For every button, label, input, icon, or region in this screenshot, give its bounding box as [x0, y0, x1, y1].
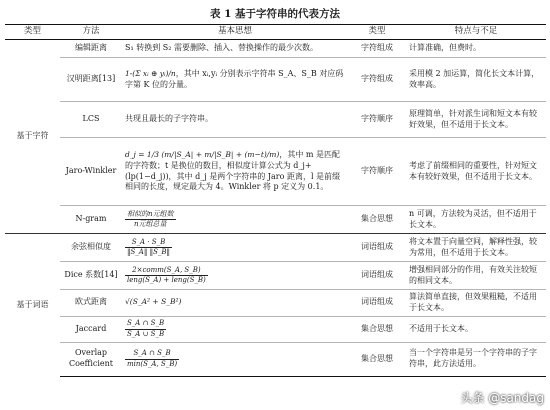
- table-row: [5, 290, 546, 317]
- idea-cell: [122, 342, 348, 376]
- methods-table: [5, 24, 546, 377]
- method-cell: Jaro-Winkler: [60, 138, 122, 206]
- idea-cell: [122, 316, 348, 342]
- fraction-denominator: ‖S_A‖ ‖S_B‖: [127, 248, 171, 256]
- type-cell: 集合思想: [348, 206, 406, 234]
- idea-text: ，其中 m 是匹配的字符数；t 是换位的数目，相似度计算公式为 d_j+(lp(1−d_j))，其中 d_j 是两个字符串的 Jaro 距离，l 是前缀相同的长度，规定最大为 4。Winkler 将 p 定义为 0.1。: [125, 149, 341, 192]
- idea-text: ，其中 xᵢ,yᵢ 分别表示字符串 S_A、S_B 对应码字第 K 位的分量。: [125, 68, 344, 89]
- idea-cell: [122, 234, 348, 262]
- fraction: [125, 210, 176, 230]
- header-method: 方法: [60, 25, 122, 40]
- fraction: [125, 238, 172, 258]
- method-cell: LCS: [60, 102, 122, 138]
- idea-cell: S₁ 转换到 S₂ 需要删除、插入、替换操作的最少次数。: [125, 43, 319, 53]
- fraction-numerator: S_A · S_B: [125, 238, 172, 248]
- table-row: [5, 316, 546, 342]
- watermark: 头条 @sandag: [460, 391, 544, 405]
- fraction: [125, 266, 208, 286]
- type-cell: 字符组成: [361, 43, 393, 53]
- fraction-denominator: min(S_A, S_B): [127, 359, 178, 368]
- feature-cell: 当一个字符串是另一个字符串的子字符串，此方法适用。: [406, 342, 546, 376]
- fraction: [125, 349, 179, 369]
- feature-cell: n 可调，方法较为灵活，但不适用于长文本。: [406, 206, 546, 234]
- method-cell: Jaccard: [60, 316, 122, 342]
- table-header-row: [5, 25, 546, 40]
- type-cell: 字符顺序: [348, 102, 406, 138]
- method-cell: 汉明距离[13]: [60, 58, 122, 102]
- type-cell: 字符顺序: [348, 138, 406, 206]
- table-row: [5, 342, 546, 376]
- table-row: [5, 262, 546, 290]
- idea-cell: [122, 58, 348, 102]
- table-caption: 表 1 基于字符串的代表方法: [209, 8, 341, 20]
- idea-cell: 共现且最长的子字符串。: [122, 102, 348, 138]
- idea-cell: [122, 206, 348, 234]
- method-cell: N-gram: [60, 206, 122, 234]
- idea-cell: [122, 138, 348, 206]
- feature-cell: 增强相同部分的作用，有效关注较短的相同文本。: [406, 262, 546, 290]
- idea-cell: [122, 262, 348, 290]
- feature-cell: 采用模 2 加运算，简化长文本计算，效率高。: [406, 58, 546, 102]
- method-cell: 欧式距离: [60, 290, 122, 317]
- method-cell: Dice 系数[14]: [60, 262, 122, 290]
- feature-cell: 原理简单，针对派生词和短文本有较好效果，但不适用于长文本。: [406, 102, 546, 138]
- table-row: [5, 138, 546, 206]
- fraction-numerator: 2×comm(S_A, S_B): [125, 266, 208, 276]
- type-cell: 集合思想: [348, 342, 406, 376]
- formula: 1-(Σ xᵢ ⊕ yᵢ)/n: [125, 68, 176, 78]
- feature-cell: 将文本置于向量空间，解释性强，较为常用，但不适用于长文本。: [406, 234, 546, 262]
- method-cell: 余弦相似度: [60, 234, 122, 262]
- group-label: 基于字符: [16, 131, 49, 141]
- formula: √(S_A² + S_B²): [125, 297, 182, 307]
- fraction-numerator: 相似的n元组数: [125, 210, 176, 220]
- fraction-numerator: S_A ∩ S_B: [125, 349, 179, 359]
- table-row: [5, 40, 546, 58]
- type-cell: 集合思想: [348, 316, 406, 342]
- table-row: [5, 58, 546, 102]
- feature-cell: 算法简单直接，但效果粗糙，不适用于长文本。: [406, 290, 546, 317]
- table-row: [5, 102, 546, 138]
- type-cell: 词语组成: [348, 262, 406, 290]
- feature-cell: 不适用于长文本。: [406, 316, 546, 342]
- method-cell: 编辑距离: [75, 43, 107, 53]
- type-cell: 词语组成: [348, 290, 406, 317]
- header-type: 类型: [348, 25, 406, 40]
- formula: d_j = 1/3 (m/|S_A| + m/|S_B| + (m−t)/m): [125, 149, 280, 159]
- fraction-denominator: S_A ∪ S_B: [127, 329, 165, 338]
- header-category: 类型: [5, 25, 60, 40]
- idea-cell: [122, 290, 348, 317]
- feature-cell: 计算准确，但费时。: [409, 43, 481, 53]
- fraction-denominator: n元组总量: [134, 220, 167, 228]
- type-cell: 字符组成: [348, 58, 406, 102]
- table-row: [5, 206, 546, 234]
- table-row: [5, 234, 546, 262]
- fraction-denominator: leng(S_A) + leng(S_B): [127, 276, 206, 284]
- header-features: 特点与不足: [406, 25, 546, 40]
- fraction: [125, 319, 166, 339]
- group-label: 基于词语: [5, 234, 60, 377]
- header-idea: 基本思想: [122, 25, 348, 40]
- feature-cell: 考虑了前缀相同的重要性，针对短文本有较好效果，但不适用于长文本。: [406, 138, 546, 206]
- fraction-numerator: S_A ∩ S_B: [125, 319, 166, 329]
- type-cell: 词语组成: [348, 234, 406, 262]
- method-cell: Overlap Coefficient: [60, 342, 122, 376]
